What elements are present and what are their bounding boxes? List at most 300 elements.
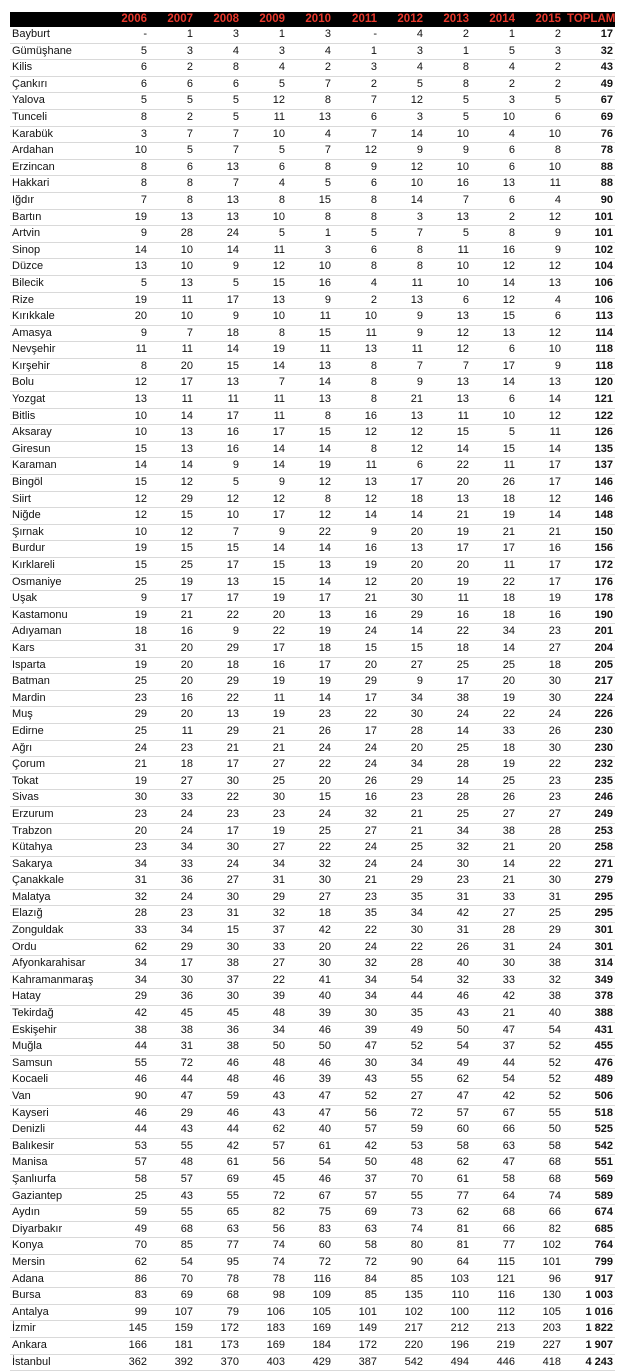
year-value-cell: 24	[337, 939, 383, 956]
year-value-cell: 19	[337, 558, 383, 575]
year-value-cell: 1	[429, 43, 475, 60]
year-value-cell: 17	[245, 425, 291, 442]
year-value-cell: 20	[291, 773, 337, 790]
year-value-cell: 10	[429, 126, 475, 143]
year-value-cell: 20	[337, 657, 383, 674]
year-value-cell: 8	[291, 159, 337, 176]
year-value-cell: 14	[245, 458, 291, 475]
year-value-cell: 9	[383, 674, 429, 691]
year-value-cell: 5	[199, 475, 245, 492]
year-value-cell: 34	[383, 906, 429, 923]
province-name: Kilis	[10, 60, 107, 77]
total-cell: 295	[567, 906, 615, 923]
year-value-cell: 90	[383, 1254, 429, 1271]
year-value-cell: 17	[199, 292, 245, 309]
table-row	[10, 408, 615, 425]
year-value-cell: 12	[291, 475, 337, 492]
year-value-cell: 17	[199, 558, 245, 575]
year-value-cell: 16	[199, 441, 245, 458]
year-value-cell: 21	[475, 1006, 521, 1023]
year-value-cell: 27	[291, 889, 337, 906]
year-value-cell: 9	[199, 259, 245, 276]
year-value-cell: 28	[475, 923, 521, 940]
year-value-cell: 2	[521, 27, 567, 43]
year-value-cell: 37	[245, 923, 291, 940]
year-value-cell: 15	[245, 574, 291, 591]
table-row	[10, 757, 615, 774]
table-row	[10, 275, 615, 292]
table-row	[10, 93, 615, 110]
year-value-cell: 11	[153, 342, 199, 359]
year-value-cell: 17	[245, 640, 291, 657]
province-name: Çanakkale	[10, 873, 107, 890]
table-row	[10, 558, 615, 575]
table-row	[10, 690, 615, 707]
year-value-cell: 27	[337, 823, 383, 840]
year-value-cell: 20	[383, 558, 429, 575]
header-year: 2013	[429, 12, 475, 27]
year-value-cell: 7	[199, 126, 245, 143]
year-value-cell: 13	[429, 375, 475, 392]
year-value-cell: 19	[245, 707, 291, 724]
year-value-cell: 42	[475, 989, 521, 1006]
table-row	[10, 325, 615, 342]
year-value-cell: 79	[199, 1304, 245, 1321]
year-value-cell: 9	[383, 143, 429, 160]
year-value-cell: 14	[199, 242, 245, 259]
year-value-cell: 14	[107, 458, 153, 475]
total-cell: 1 016	[567, 1304, 615, 1321]
province-name: Uşak	[10, 591, 107, 608]
year-value-cell: 5	[475, 425, 521, 442]
total-cell: 455	[567, 1039, 615, 1056]
year-value-cell: 6	[245, 159, 291, 176]
year-value-cell: 45	[199, 1006, 245, 1023]
year-value-cell: 14	[153, 408, 199, 425]
province-name: İstanbul	[10, 1354, 107, 1371]
year-value-cell: 31	[107, 873, 153, 890]
year-value-cell: 9	[521, 226, 567, 243]
year-value-cell: 8	[153, 192, 199, 209]
year-value-cell: 6	[521, 109, 567, 126]
year-value-cell: 14	[429, 441, 475, 458]
year-value-cell: 7	[291, 143, 337, 160]
year-value-cell: 70	[153, 1271, 199, 1288]
year-value-cell: 32	[107, 889, 153, 906]
year-value-cell: 10	[199, 508, 245, 525]
table-row	[10, 209, 615, 226]
province-name: Bolu	[10, 375, 107, 392]
year-value-cell: 20	[245, 607, 291, 624]
year-value-cell: 83	[291, 1221, 337, 1238]
year-value-cell: 12	[107, 508, 153, 525]
year-value-cell: 49	[383, 1022, 429, 1039]
year-value-cell: 14	[383, 126, 429, 143]
year-value-cell: 12	[521, 209, 567, 226]
year-value-cell: 20	[107, 309, 153, 326]
total-cell: 121	[567, 392, 615, 409]
year-value-cell: 4	[337, 275, 383, 292]
year-value-cell: 85	[153, 1238, 199, 1255]
year-value-cell: 15	[199, 923, 245, 940]
year-value-cell: 3	[337, 60, 383, 77]
total-cell: 246	[567, 790, 615, 807]
province-name: Bayburt	[10, 27, 107, 43]
year-value-cell: 22	[475, 574, 521, 591]
year-value-cell: 23	[107, 690, 153, 707]
year-value-cell: 10	[245, 309, 291, 326]
year-value-cell: 33	[245, 939, 291, 956]
year-value-cell: 10	[245, 126, 291, 143]
year-value-cell: 11	[107, 342, 153, 359]
year-value-cell: 15	[475, 309, 521, 326]
year-value-cell: 213	[475, 1321, 521, 1338]
year-value-cell: 24	[153, 823, 199, 840]
total-cell: 1 822	[567, 1321, 615, 1338]
year-value-cell: 82	[245, 1205, 291, 1222]
year-value-cell: 2	[429, 27, 475, 43]
year-value-cell: 14	[291, 541, 337, 558]
total-cell: 90	[567, 192, 615, 209]
year-value-cell: 30	[383, 591, 429, 608]
year-value-cell: 23	[199, 806, 245, 823]
year-value-cell: 13	[475, 325, 521, 342]
year-value-cell: 12	[475, 259, 521, 276]
year-value-cell: 18	[521, 657, 567, 674]
year-value-cell: 22	[383, 939, 429, 956]
year-value-cell: 29	[199, 723, 245, 740]
year-value-cell: 3	[383, 209, 429, 226]
table-row	[10, 309, 615, 326]
year-value-cell: 26	[429, 939, 475, 956]
total-cell: 106	[567, 275, 615, 292]
year-value-cell: 34	[107, 856, 153, 873]
year-value-cell: 19	[475, 690, 521, 707]
year-value-cell: 56	[245, 1155, 291, 1172]
year-value-cell: 85	[337, 1288, 383, 1305]
province-name: Artvin	[10, 226, 107, 243]
year-value-cell: 19	[107, 773, 153, 790]
province-name: Kütahya	[10, 840, 107, 857]
year-value-cell: 17	[199, 408, 245, 425]
year-value-cell: 17	[521, 458, 567, 475]
year-value-cell: 130	[521, 1288, 567, 1305]
year-value-cell: 9	[107, 325, 153, 342]
year-value-cell: 30	[337, 1006, 383, 1023]
year-value-cell: 24	[337, 856, 383, 873]
year-value-cell: 28	[107, 906, 153, 923]
year-value-cell: 172	[337, 1337, 383, 1354]
year-value-cell: 10	[107, 524, 153, 541]
year-value-cell: 33	[475, 972, 521, 989]
year-value-cell: 78	[199, 1271, 245, 1288]
total-cell: 301	[567, 939, 615, 956]
year-value-cell: 11	[291, 342, 337, 359]
province-name: Çankırı	[10, 76, 107, 93]
year-value-cell: 23	[383, 790, 429, 807]
year-value-cell: 13	[153, 441, 199, 458]
province-name: Samsun	[10, 1055, 107, 1072]
year-value-cell: 19	[521, 591, 567, 608]
year-value-cell: 13	[337, 342, 383, 359]
header-year: 2010	[291, 12, 337, 27]
table-row	[10, 1188, 615, 1205]
province-name: Şırnak	[10, 524, 107, 541]
year-value-cell: 14	[245, 541, 291, 558]
total-cell: 388	[567, 1006, 615, 1023]
year-value-cell: 17	[153, 956, 199, 973]
year-value-cell: 34	[383, 690, 429, 707]
year-value-cell: 61	[291, 1138, 337, 1155]
year-value-cell: 4	[245, 60, 291, 77]
year-value-cell: 370	[199, 1354, 245, 1371]
year-value-cell: 7	[107, 192, 153, 209]
year-value-cell: 13	[429, 392, 475, 409]
year-value-cell: 6	[199, 76, 245, 93]
year-value-cell: 14	[199, 342, 245, 359]
year-value-cell: 52	[521, 1039, 567, 1056]
year-value-cell: 20	[291, 939, 337, 956]
year-value-cell: 40	[291, 989, 337, 1006]
year-value-cell: 30	[199, 773, 245, 790]
table-row	[10, 773, 615, 790]
year-value-cell: 23	[153, 906, 199, 923]
year-value-cell: 8	[337, 192, 383, 209]
year-value-cell: 37	[475, 1039, 521, 1056]
year-value-cell: 42	[291, 923, 337, 940]
year-value-cell: 70	[107, 1238, 153, 1255]
year-value-cell: 31	[153, 1039, 199, 1056]
year-value-cell: 72	[245, 1188, 291, 1205]
year-value-cell: 25	[429, 806, 475, 823]
year-value-cell: 30	[521, 674, 567, 691]
year-value-cell: 20	[429, 475, 475, 492]
year-value-cell: 34	[153, 840, 199, 857]
year-value-cell: 44	[383, 989, 429, 1006]
year-value-cell: 66	[521, 1205, 567, 1222]
year-value-cell: 43	[245, 1105, 291, 1122]
year-value-cell: 3	[245, 43, 291, 60]
province-name: Balıkesir	[10, 1138, 107, 1155]
year-value-cell: 15	[107, 441, 153, 458]
year-value-cell: 31	[107, 640, 153, 657]
province-name: Erzurum	[10, 806, 107, 823]
table-row	[10, 358, 615, 375]
year-value-cell: 25	[429, 740, 475, 757]
header-total: TOPLAM	[567, 13, 616, 25]
year-value-cell: 15	[107, 475, 153, 492]
table-row	[10, 1039, 615, 1056]
table-row	[10, 790, 615, 807]
year-value-cell: 74	[245, 1238, 291, 1255]
year-value-cell: 34	[475, 624, 521, 641]
year-value-cell: 58	[337, 1238, 383, 1255]
year-value-cell: 32	[291, 856, 337, 873]
year-value-cell: 12	[521, 491, 567, 508]
year-value-cell: 38	[521, 956, 567, 973]
year-value-cell: 25	[383, 840, 429, 857]
year-value-cell: 9	[107, 226, 153, 243]
year-value-cell: 62	[429, 1205, 475, 1222]
year-value-cell: 44	[199, 1122, 245, 1139]
year-value-cell: 13	[475, 176, 521, 193]
year-value-cell: 13	[199, 707, 245, 724]
year-value-cell: 2	[521, 60, 567, 77]
year-value-cell: 17	[475, 358, 521, 375]
year-value-cell: 19	[291, 674, 337, 691]
year-value-cell: 95	[199, 1254, 245, 1271]
year-value-cell: 13	[337, 475, 383, 492]
total-cell: 674	[567, 1205, 615, 1222]
total-cell: 156	[567, 541, 615, 558]
year-value-cell: 9	[245, 475, 291, 492]
year-value-cell: 19	[291, 458, 337, 475]
year-value-cell: 11	[521, 425, 567, 442]
year-value-cell: 62	[107, 939, 153, 956]
year-value-cell: 10	[383, 176, 429, 193]
province-name: Karabük	[10, 126, 107, 143]
year-value-cell: 25	[107, 1188, 153, 1205]
year-value-cell: 2	[475, 209, 521, 226]
province-name: Tekirdağ	[10, 1006, 107, 1023]
total-cell: 122	[567, 408, 615, 425]
province-name: Afyonkarahisar	[10, 956, 107, 973]
year-value-cell: 494	[429, 1354, 475, 1371]
year-value-cell: 3	[153, 43, 199, 60]
year-value-cell: 30	[199, 989, 245, 1006]
header-year: 2009	[245, 12, 291, 27]
year-value-cell: 29	[521, 923, 567, 940]
table-row	[10, 840, 615, 857]
year-value-cell: 36	[153, 989, 199, 1006]
province-name: Rize	[10, 292, 107, 309]
year-value-cell: 7	[291, 76, 337, 93]
year-value-cell: 5	[153, 143, 199, 160]
year-value-cell: 8	[475, 226, 521, 243]
total-cell: 104	[567, 259, 615, 276]
year-value-cell: 1	[153, 27, 199, 43]
total-cell: 67	[567, 93, 615, 110]
year-value-cell: 28	[429, 757, 475, 774]
year-value-cell: 5	[291, 176, 337, 193]
year-value-cell: 29	[153, 1105, 199, 1122]
year-value-cell: 20	[153, 657, 199, 674]
province-name: Giresun	[10, 441, 107, 458]
province-name: Denizli	[10, 1122, 107, 1139]
year-value-cell: 66	[475, 1221, 521, 1238]
year-value-cell: 11	[153, 292, 199, 309]
year-value-cell: 135	[383, 1288, 429, 1305]
year-value-cell: 60	[429, 1122, 475, 1139]
year-value-cell: 28	[383, 723, 429, 740]
year-value-cell: 54	[383, 972, 429, 989]
year-value-cell: 29	[153, 491, 199, 508]
year-value-cell: 17	[429, 541, 475, 558]
province-name: Bilecik	[10, 275, 107, 292]
year-value-cell: 63	[199, 1221, 245, 1238]
total-cell: 32	[567, 43, 615, 60]
year-value-cell: 13	[429, 491, 475, 508]
year-value-cell: 52	[521, 1089, 567, 1106]
year-value-cell: 8	[199, 60, 245, 77]
year-value-cell: 15	[291, 325, 337, 342]
table-row	[10, 640, 615, 657]
year-value-cell: 8	[291, 491, 337, 508]
table-row	[10, 143, 615, 160]
year-value-cell: 403	[245, 1354, 291, 1371]
year-value-cell: 12	[383, 93, 429, 110]
year-value-cell: 18	[383, 491, 429, 508]
year-value-cell: 69	[337, 1205, 383, 1222]
province-name: Kahramanmaraş	[10, 972, 107, 989]
year-value-cell: 4	[383, 60, 429, 77]
year-value-cell: 25	[291, 823, 337, 840]
year-value-cell: 8	[291, 209, 337, 226]
year-value-cell: 68	[475, 1205, 521, 1222]
total-cell: 146	[567, 475, 615, 492]
year-value-cell: 60	[291, 1238, 337, 1255]
table-row	[10, 491, 615, 508]
year-value-cell: 4	[245, 176, 291, 193]
year-value-cell: 8	[429, 76, 475, 93]
year-value-cell: 69	[153, 1288, 199, 1305]
year-value-cell: 5	[429, 226, 475, 243]
province-name: Eskişehir	[10, 1022, 107, 1039]
year-value-cell: 28	[521, 823, 567, 840]
year-value-cell: 11	[337, 458, 383, 475]
year-value-cell: 19	[107, 292, 153, 309]
year-value-cell: 6	[475, 192, 521, 209]
province-name: Bursa	[10, 1288, 107, 1305]
year-value-cell: 15	[291, 425, 337, 442]
year-value-cell: 13	[107, 392, 153, 409]
province-name: Kırıkkale	[10, 309, 107, 326]
province-name: Kırklareli	[10, 558, 107, 575]
year-value-cell: 3	[383, 43, 429, 60]
year-value-cell: 7	[337, 126, 383, 143]
year-value-cell: 4	[291, 126, 337, 143]
year-value-cell: 20	[153, 707, 199, 724]
year-value-cell: 38	[429, 690, 475, 707]
year-value-cell: 55	[383, 1188, 429, 1205]
table-row	[10, 1072, 615, 1089]
table-row	[10, 1221, 615, 1238]
province-name: Ardahan	[10, 143, 107, 160]
year-value-cell: 6	[337, 176, 383, 193]
year-value-cell: 46	[291, 1022, 337, 1039]
year-value-cell: 26	[475, 790, 521, 807]
year-value-cell: 29	[383, 607, 429, 624]
year-value-cell: 16	[291, 275, 337, 292]
year-value-cell: 41	[291, 972, 337, 989]
year-value-cell: 17	[429, 674, 475, 691]
year-value-cell: 1	[337, 43, 383, 60]
year-value-cell: 12	[475, 292, 521, 309]
year-value-cell: 7	[429, 192, 475, 209]
year-value-cell: 24	[521, 939, 567, 956]
year-value-cell: 24	[383, 856, 429, 873]
year-value-cell: 16	[475, 242, 521, 259]
year-value-cell: 9	[199, 458, 245, 475]
year-value-cell: 20	[153, 674, 199, 691]
table-row	[10, 292, 615, 309]
year-value-cell: 21	[475, 524, 521, 541]
year-value-cell: 32	[337, 956, 383, 973]
year-value-cell: 22	[199, 607, 245, 624]
year-value-cell: 27	[245, 757, 291, 774]
year-value-cell: 22	[521, 757, 567, 774]
year-value-cell: 10	[153, 259, 199, 276]
